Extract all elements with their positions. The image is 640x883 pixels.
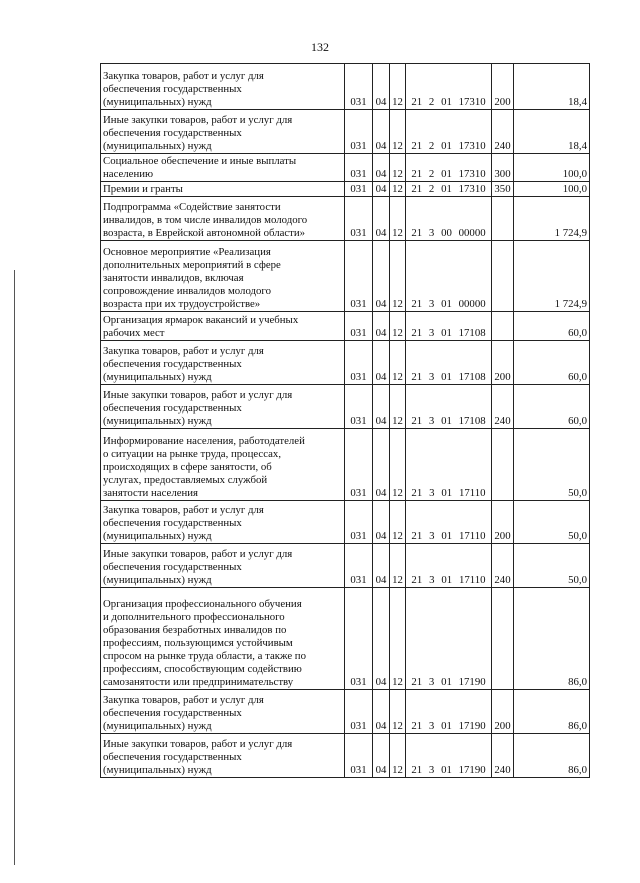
target-article-cs1: 21 [411, 327, 423, 339]
section-code: 04 [373, 501, 390, 544]
target-article-cs3: 00 [441, 227, 452, 239]
target-article-cs2: 3 [429, 530, 435, 542]
target-article-cs4: 00000 [458, 227, 486, 239]
target-article-cs3: 01 [441, 676, 452, 688]
target-article-cs4: 17108 [458, 415, 486, 427]
expense-type-code: 240 [492, 544, 514, 588]
target-article-parts [408, 574, 489, 587]
ved-code: 031 [345, 429, 373, 501]
expense-type-code: 200 [492, 501, 514, 544]
target-article-cs4: 17190 [458, 720, 486, 732]
target-article-cs1: 21 [411, 168, 423, 180]
target-article-cs4: 00000 [458, 298, 486, 310]
expense-type-code [492, 588, 514, 690]
section-code: 04 [373, 312, 390, 341]
target-article-parts [408, 371, 489, 384]
section-code: 04 [373, 385, 390, 429]
target-article-cs2: 3 [428, 298, 435, 310]
target-article-code [406, 312, 492, 341]
section-code: 04 [373, 690, 390, 734]
target-article-cs1: 21 [411, 574, 423, 586]
target-article-cs3: 01 [441, 415, 452, 427]
target-article-parts [408, 764, 489, 777]
table-row [101, 154, 590, 182]
target-article-cs1: 21 [411, 227, 423, 239]
target-article-code [406, 385, 492, 429]
target-article-code [406, 241, 492, 312]
target-article-cs4: 17310 [458, 183, 486, 195]
section-code: 04 [373, 182, 390, 197]
expense-type-code [492, 241, 514, 312]
table-row [101, 429, 590, 501]
target-article-cs1: 21 [411, 140, 423, 152]
row-name: Закупка товаров, работ и услуг для обеспечения государственных (муниципальных) нужд [101, 341, 345, 385]
ved-code: 031 [345, 154, 373, 182]
subsection-code: 12 [390, 341, 406, 385]
target-article-cs3: 01 [441, 327, 452, 339]
section-code: 04 [373, 341, 390, 385]
target-article-code [406, 341, 492, 385]
target-article-code [406, 501, 492, 544]
section-code: 04 [373, 64, 390, 110]
row-name: Премии и гранты [101, 182, 345, 197]
subsection-code: 12 [390, 64, 406, 110]
ved-code: 031 [345, 182, 373, 197]
table-row [101, 312, 590, 341]
row-name: Организация профессионального обучения и дополнительного профессионального образования безработных инвалидов по профессиям, пользующимся устойчивым спросом на рынке труда области, а также по профессиям, способствующим содействию самозанятости или предпринимательству [101, 588, 345, 690]
target-article-cs3: 01 [441, 764, 452, 776]
target-article-code [406, 110, 492, 154]
target-article-cs3: 01 [441, 168, 452, 180]
ved-code: 031 [345, 734, 373, 778]
margin-line [14, 270, 15, 865]
target-article-parts [408, 415, 489, 428]
target-article-parts [408, 327, 489, 340]
target-article-parts [408, 298, 489, 311]
subsection-code: 12 [390, 544, 406, 588]
target-article-cs2: 3 [428, 327, 435, 339]
ved-code: 031 [345, 241, 373, 312]
target-article-cs2: 3 [429, 487, 435, 499]
section-code: 04 [373, 734, 390, 778]
subsection-code: 12 [390, 429, 406, 501]
subsection-code: 12 [390, 110, 406, 154]
target-article-parts [408, 168, 489, 181]
target-article-cs2: 2 [428, 96, 435, 108]
subsection-code: 12 [390, 154, 406, 182]
table-row [101, 110, 590, 154]
target-article-cs4: 17108 [458, 371, 486, 383]
table-body [101, 64, 590, 778]
expense-type-code [492, 429, 514, 501]
row-name: Иные закупки товаров, работ и услуг для обеспечения государственных (муниципальных) нужд [101, 385, 345, 429]
target-article-cs3: 01 [441, 96, 452, 108]
ved-code: 031 [345, 544, 373, 588]
row-sum: 100,0 [514, 154, 590, 182]
subsection-code: 12 [390, 197, 406, 241]
expense-type-code: 350 [492, 182, 514, 197]
target-article-cs3: 01 [441, 298, 452, 310]
target-article-code [406, 197, 492, 241]
target-article-code [406, 588, 492, 690]
target-article-cs4: 17110 [458, 574, 486, 586]
row-sum: 60,0 [514, 385, 590, 429]
target-article-cs4: 17108 [458, 327, 486, 339]
target-article-code [406, 154, 492, 182]
target-article-parts [408, 96, 489, 109]
target-article-cs1: 21 [411, 764, 423, 776]
target-article-cs4: 17110 [458, 487, 486, 499]
target-article-cs1: 21 [411, 720, 423, 732]
section-code: 04 [373, 429, 390, 501]
section-code: 04 [373, 197, 390, 241]
table-row [101, 544, 590, 588]
subsection-code: 12 [390, 588, 406, 690]
target-article-cs2: 3 [428, 227, 435, 239]
table-row [101, 64, 590, 110]
table-row [101, 501, 590, 544]
expense-type-code: 240 [492, 385, 514, 429]
expense-type-code: 300 [492, 154, 514, 182]
row-sum: 50,0 [514, 501, 590, 544]
row-name: Иные закупки товаров, работ и услуг для обеспечения государственных (муниципальных) нужд [101, 544, 345, 588]
target-article-cs1: 21 [411, 487, 423, 499]
row-sum: 18,4 [514, 64, 590, 110]
page-number: 132 [311, 40, 329, 54]
target-article-cs4: 17190 [458, 764, 486, 776]
row-sum: 86,0 [514, 734, 590, 778]
target-article-parts [408, 487, 489, 500]
target-article-cs2: 3 [428, 415, 435, 427]
target-article-cs1: 21 [411, 371, 423, 383]
row-name: Закупка товаров, работ и услуг для обеспечения государственных (муниципальных) нужд [101, 64, 345, 110]
ved-code: 031 [345, 501, 373, 544]
subsection-code: 12 [390, 385, 406, 429]
section-code: 04 [373, 241, 390, 312]
row-sum: 18,4 [514, 110, 590, 154]
budget-table [100, 63, 590, 778]
target-article-cs1: 21 [411, 676, 423, 688]
target-article-code [406, 734, 492, 778]
target-article-cs1: 21 [411, 298, 423, 310]
target-article-cs2: 3 [428, 720, 435, 732]
ved-code: 031 [345, 110, 373, 154]
target-article-cs4: 17110 [458, 530, 486, 542]
row-name: Закупка товаров, работ и услуг для обеспечения государственных (муниципальных) нужд [101, 690, 345, 734]
target-article-parts [408, 140, 489, 153]
row-name: Иные закупки товаров, работ и услуг для обеспечения государственных (муниципальных) нужд [101, 734, 345, 778]
table-row [101, 690, 590, 734]
target-article-cs3: 01 [441, 720, 452, 732]
target-article-cs1: 21 [411, 415, 423, 427]
target-article-cs3: 01 [441, 183, 452, 195]
row-name: Подпрограмма «Содействие занятости инвалидов, в том числе инвалидов молодого возраста, в Еврейской автономной области» [101, 197, 345, 241]
section-code: 04 [373, 588, 390, 690]
expense-type-code: 200 [492, 64, 514, 110]
target-article-cs4: 17310 [458, 168, 486, 180]
subsection-code: 12 [390, 182, 406, 197]
table-row [101, 182, 590, 197]
table-row [101, 734, 590, 778]
target-article-cs2: 3 [428, 371, 435, 383]
row-sum: 60,0 [514, 312, 590, 341]
section-code: 04 [373, 544, 390, 588]
target-article-code [406, 544, 492, 588]
target-article-cs2: 2 [428, 183, 435, 195]
target-article-cs4: 17190 [458, 676, 486, 688]
section-code: 04 [373, 154, 390, 182]
row-sum: 1 724,9 [514, 241, 590, 312]
table-row [101, 588, 590, 690]
target-article-cs1: 21 [411, 183, 423, 195]
target-article-parts [408, 227, 489, 240]
row-sum: 1 724,9 [514, 197, 590, 241]
target-article-cs3: 01 [441, 530, 453, 542]
expense-type-code: 240 [492, 110, 514, 154]
target-article-cs2: 3 [428, 764, 435, 776]
section-code: 04 [373, 110, 390, 154]
target-article-cs1: 21 [411, 530, 423, 542]
row-name: Социальное обеспечение и иные выплаты населению [101, 154, 345, 182]
row-name: Закупка товаров, работ и услуг для обеспечения государственных (муниципальных) нужд [101, 501, 345, 544]
target-article-cs4: 17310 [458, 140, 486, 152]
target-article-cs3: 01 [441, 487, 453, 499]
subsection-code: 12 [390, 734, 406, 778]
target-article-code [406, 64, 492, 110]
row-name: Основное мероприятие «Реализация дополнительных мероприятий в сфере занятости инвалидов, включая сопровождение инвалидов молодого возраста при их трудоустройстве» [101, 241, 345, 312]
target-article-cs1: 21 [411, 96, 423, 108]
target-article-parts [408, 720, 489, 733]
target-article-cs2: 2 [428, 168, 435, 180]
expense-type-code [492, 312, 514, 341]
target-article-cs3: 01 [441, 371, 452, 383]
target-article-code [406, 429, 492, 501]
ved-code: 031 [345, 588, 373, 690]
target-article-cs2: 3 [429, 574, 435, 586]
row-name: Информирование населения, работодателей о ситуации на рынке труда, процессах, происходящих в сфере занятости, об услугах, предоставляемых службой занятости населения [101, 429, 345, 501]
expense-type-code: 200 [492, 690, 514, 734]
subsection-code: 12 [390, 501, 406, 544]
target-article-parts [408, 530, 489, 543]
target-article-cs3: 01 [441, 574, 453, 586]
ved-code: 031 [345, 197, 373, 241]
subsection-code: 12 [390, 312, 406, 341]
table-row [101, 385, 590, 429]
ved-code: 031 [345, 385, 373, 429]
subsection-code: 12 [390, 241, 406, 312]
ved-code: 031 [345, 690, 373, 734]
row-sum: 60,0 [514, 341, 590, 385]
target-article-code [406, 182, 492, 197]
expense-type-code: 240 [492, 734, 514, 778]
row-sum: 50,0 [514, 544, 590, 588]
table-row [101, 197, 590, 241]
expense-type-code: 200 [492, 341, 514, 385]
ved-code: 031 [345, 312, 373, 341]
target-article-cs2: 2 [428, 140, 435, 152]
expense-type-code [492, 197, 514, 241]
target-article-parts [408, 183, 489, 196]
target-article-cs4: 17310 [458, 96, 486, 108]
target-article-parts [408, 676, 489, 689]
ved-code: 031 [345, 64, 373, 110]
target-article-cs3: 01 [441, 140, 452, 152]
row-name: Иные закупки товаров, работ и услуг для обеспечения государственных (муниципальных) нужд [101, 110, 345, 154]
row-sum: 86,0 [514, 588, 590, 690]
row-sum: 50,0 [514, 429, 590, 501]
row-name: Организация ярмарок вакансий и учебных рабочих мест [101, 312, 345, 341]
row-sum: 86,0 [514, 690, 590, 734]
table-row [101, 241, 590, 312]
table-row [101, 341, 590, 385]
target-article-code [406, 690, 492, 734]
ved-code: 031 [345, 341, 373, 385]
target-article-cs2: 3 [428, 676, 435, 688]
subsection-code: 12 [390, 690, 406, 734]
row-sum: 100,0 [514, 182, 590, 197]
